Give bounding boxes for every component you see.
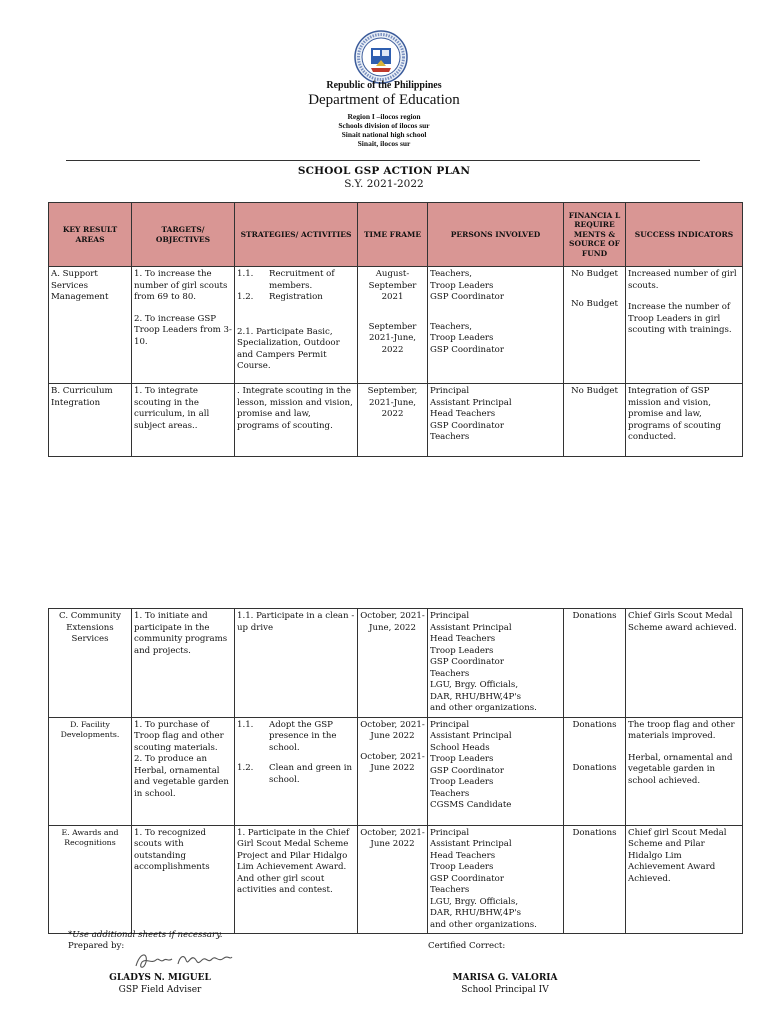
persons-list: Principal Assistant Principal Head Teachers GSP Coordinator Teachers [428,384,564,457]
country-name: Republic of the Philippines [326,80,442,91]
persons-cell [428,717,564,825]
time-frame-cell [358,267,428,384]
address-block [0,112,768,148]
key-result-area: D. Facility Developments. [49,717,132,825]
table-row-community [49,609,743,718]
col-header-success-indicators: SUCCESS INDICATORS [626,203,743,267]
strategy-item: 1.1. Participate in a clean -up drive [235,609,358,718]
time-frame: October, 2021- June 2022 [358,825,428,934]
key-result-area: E. Awards and Recognitions [49,825,132,934]
success-indicator: Increased number of girl scouts. [628,269,737,291]
fund-source: No Budget [571,269,618,279]
table-row-facility [49,717,743,825]
success-indicator: Herbal, ornamental and vegetable garden in school achieved. [628,752,733,786]
time-frame: October, 2021- June 2022 [360,719,425,741]
location-line: Sinait, ilocos sur [357,139,411,148]
target-item: 1. To recognized scouts with outstanding accomplishments [132,825,235,934]
persons-list: Principal Assistant Principal Head Teachers Troop Leaders GSP Coordinator Teachers LGU, Brgy. Officials, DAR, RHU/BHW,4P's and other organizations. [428,609,564,718]
school-year: S.Y. 2021-2022 [344,178,424,190]
indicators-cell [626,267,743,384]
document-title: SCHOOL GSP ACTION PLAN [297,165,471,177]
action-plan-table [48,202,743,457]
time-frame: October, 2021- June, 2022 [358,609,428,718]
persons-list: Principal Assistant Principal Head Teachers Troop Leaders GSP Coordinator Teachers LGU, Brgy. Officials, DAR, RHU/BHW,4P's and other organizations. [428,825,564,934]
fund-source: Donations [572,719,617,730]
handwritten-signature-icon [132,948,236,974]
strategy-item: 1. Participate in the Chief Girl Scout Medal Scheme Project and Pilar Hidalgo Lim Achievement Award. And other girl scout activities and contest. [235,825,358,934]
table-row-awards [49,825,743,934]
key-result-area: C. Community Extensions Services [49,609,132,718]
fund-source: No Budget [564,384,626,457]
strategy-number: 1.2. [237,763,254,773]
indicators-cell [626,717,743,825]
strategy-item: Registration [269,292,323,302]
certifier-role: School Principal IV [461,985,549,995]
strategy-number: 1.2. [237,292,254,302]
strategies-cell [235,267,358,384]
success-indicator: Chief Girls Scout Medal Scheme award achieved. [626,609,743,718]
success-indicator: Increase the number of Troop Leaders in girl scouting with trainings. [628,302,732,335]
targets-cell [132,717,235,825]
certified-correct-label: Certified Correct: [428,941,506,951]
col-header-key-result-areas: KEY RESULT AREAS [49,203,132,267]
strategy-item: Recruitment of members. [269,269,335,291]
target-item: 1. To initiate and participate in the community programs and projects. [132,609,235,718]
target-item: 2. To produce an Herbal, ornamental and vegetable garden in school. [134,754,229,799]
strategy-number: 1.1. [237,719,254,730]
success-indicator: Chief girl Scout Medal Scheme and Pilar Hidalgo Lim Achievement Award Achieved. [626,825,743,934]
key-result-area: A. Support Services Management [49,267,132,384]
key-result-area: B. Curriculum Integration [49,384,132,457]
department-name: Department of Education [308,92,460,108]
time-frame: October, 2021- June 2022 [360,751,425,773]
fund-source: Donations [572,763,617,773]
col-header-time-frame: TIME FRAME [358,203,428,267]
division-line: Schools division of ilocos sur [338,121,430,130]
fund-source: No Budget [571,298,618,309]
table-row-curriculum [49,384,743,457]
additional-sheets-note: *Use additional sheets if necessary. [68,930,223,940]
success-indicator: Integration of GSP mission and vision, promise and law, programs of scouting conducted. [626,384,743,457]
preparer-name: GLADYS N. MIGUEL [109,973,211,983]
persons-list: Principal Assistant Principal School Heads Troop Leaders [430,719,512,764]
strategy-item: 2.1. Participate Basic, Specialization, Outdoor and Campers Permit Course. [237,326,340,371]
col-header-financial: FINANCIA L REQUIRE MENTS & SOURCE OF FUND [564,203,626,267]
col-header-persons-involved: PERSONS INVOLVED [428,203,564,267]
targets-cell [132,267,235,384]
school-line: Sinait national high school [341,130,427,139]
action-plan-table-continued [48,608,743,934]
target-item: 2. To increase GSP Troop Leaders from 3-10. [134,313,232,347]
preparer-role: GSP Field Adviser [118,985,202,995]
table-header-row [49,203,743,267]
success-indicator: The troop flag and other materials improved. [628,719,735,741]
time-frame: September 2021-June, 2022 [368,321,417,355]
time-frame: August-September 2021 [368,269,417,302]
target-item: 1. To purchase of Troop flag and other scouting materials. [134,719,224,753]
strategy-item: Clean and green in school. [269,763,353,785]
region-line: Region I –ilocos region [347,112,421,121]
fund-source: Donations [564,825,626,934]
strategies-cell [235,717,358,825]
persons-cell [428,267,564,384]
target-item: 1. To increase the number of girl scouts from 69 to 80. [134,269,228,302]
fund-cell [564,267,626,384]
time-frame: September, 2021-June, 2022 [358,384,428,457]
strategy-number: 1.1. [237,269,254,279]
fund-cell [564,717,626,825]
strategy-item: Adopt the GSP presence in the school. [269,719,337,753]
target-item: 1. To integrate scouting in the curriculum, in all subject areas.. [132,384,235,457]
prepared-by-label: Prepared by: [68,941,125,951]
certifier-name: MARISA G. VALORIA [452,973,558,983]
persons-list: Teachers, Troop Leaders GSP Coordinator [430,321,504,355]
persons-list: GSP Coordinator Troop Leaders Teachers CGSMS Candidate [430,765,512,810]
col-header-strategies: STRATEGIES/ ACTIVITIES [235,203,358,267]
time-frame-cell [358,717,428,825]
persons-list: Teachers, Troop Leaders GSP Coordinator [430,269,504,302]
fund-source: Donations [564,609,626,718]
col-header-targets: TARGETS/ OBJECTIVES [132,203,235,267]
deped-seal-icon [354,30,408,84]
strategy-item: . Integrate scouting in the lesson, mission and vision, promise and law, programs of scouting. [235,384,358,457]
header-divider [66,160,700,161]
table-row-support-services [49,267,743,384]
